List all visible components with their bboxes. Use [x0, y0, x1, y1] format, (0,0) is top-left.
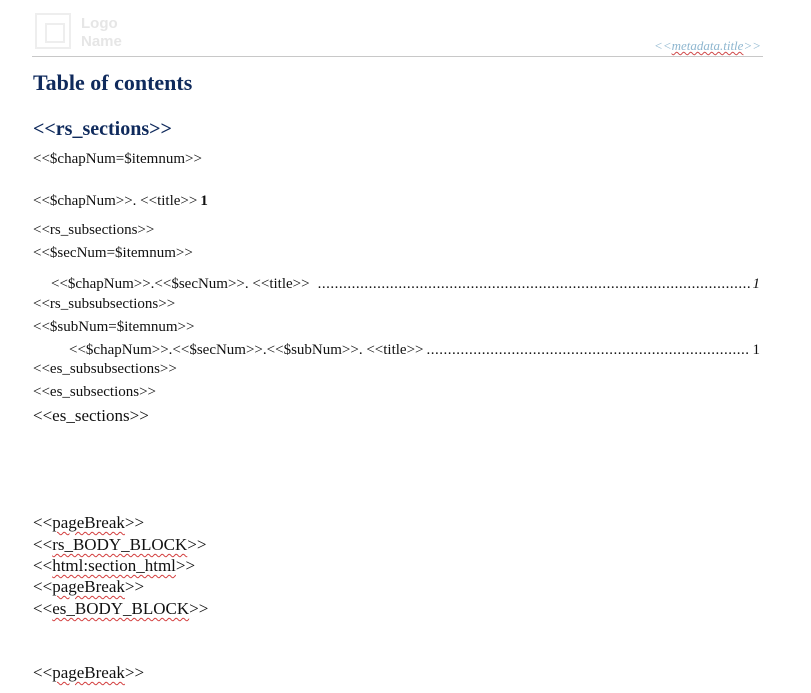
page-break-3-text: pageBreak — [52, 663, 125, 682]
es-subsubsections-tag: <<es_subsubsections>> — [33, 361, 177, 377]
section-leader-dots — [318, 276, 750, 293]
rs-subsubsections-tag: <<rs_subsubsections>> — [33, 296, 176, 312]
page-break-1-text: pageBreak — [52, 513, 125, 532]
toc-section-entry — [51, 276, 760, 293]
es-body-block-text: es_BODY_BLOCK — [52, 599, 190, 618]
toc-heading: Table of contents — [33, 70, 193, 95]
subsection-assign: <<$subNum=$itemnum>> — [33, 319, 195, 335]
tag-close: >> — [175, 556, 196, 575]
rs-sections-tag: <<rs_sections>> — [33, 118, 172, 140]
es-subsections-tag: <<es_subsections>> — [33, 384, 156, 400]
page-break-2-text: pageBreak — [52, 577, 125, 596]
chapter-assign: <<$chapNum=$itemnum>> — [33, 151, 202, 167]
tag-close: >> — [124, 663, 145, 682]
tag-open: << — [33, 513, 53, 532]
metadata-title-text: metadata.title — [671, 38, 744, 53]
tag-open: << — [33, 599, 53, 618]
tag-close: >> — [124, 513, 145, 532]
tag-close: >> — [187, 535, 207, 554]
html-section-text: html:section_html — [52, 556, 176, 575]
metadata-title — [654, 38, 761, 54]
section-assign: <<$secNum=$itemnum>> — [33, 245, 193, 261]
page-break-2 — [33, 577, 144, 597]
section-entry-text: <<$chapNum>>.<<$secNum>>. <<title>> — [51, 276, 310, 292]
metadata-open: << — [654, 38, 672, 53]
subsection-leader-dots — [427, 342, 750, 359]
logo-line-2: Name — [81, 33, 122, 50]
rs-body-block — [33, 535, 206, 555]
subsection-entry-text: <<$chapNum>>.<<$secNum>>.<<$subNum>>. <<title>> — [69, 342, 424, 358]
es-sections-tag: <<es_sections>> — [33, 406, 149, 425]
subsection-entry-page: 1 — [752, 342, 760, 358]
rs-subsections-tag: <<rs_subsections>> — [33, 222, 155, 238]
logo-icon — [35, 13, 71, 49]
chapter-entry-text: <<$chapNum>>. <<title>> — [33, 193, 198, 209]
tag-open: << — [33, 556, 53, 575]
page-break-1 — [33, 513, 144, 533]
toc-chapter-entry — [33, 193, 208, 210]
section-entry-page: 1 — [752, 276, 760, 292]
toc-subsection-entry — [69, 342, 760, 359]
chapter-entry-page: 1 — [200, 193, 208, 209]
tag-open: << — [33, 663, 53, 682]
logo — [35, 13, 125, 55]
tag-close: >> — [124, 577, 145, 596]
rs-body-block-text: rs_BODY_BLOCK — [52, 535, 188, 554]
tag-open: << — [33, 577, 53, 596]
html-section — [33, 556, 195, 576]
es-body-block — [33, 599, 208, 619]
logo-line-1: Logo — [81, 15, 118, 32]
tag-close: >> — [189, 599, 209, 618]
logo-text — [81, 15, 122, 51]
tag-open: << — [33, 535, 53, 554]
page-break-3 — [33, 663, 144, 683]
header-rule — [32, 56, 763, 57]
metadata-close: >> — [743, 38, 761, 53]
